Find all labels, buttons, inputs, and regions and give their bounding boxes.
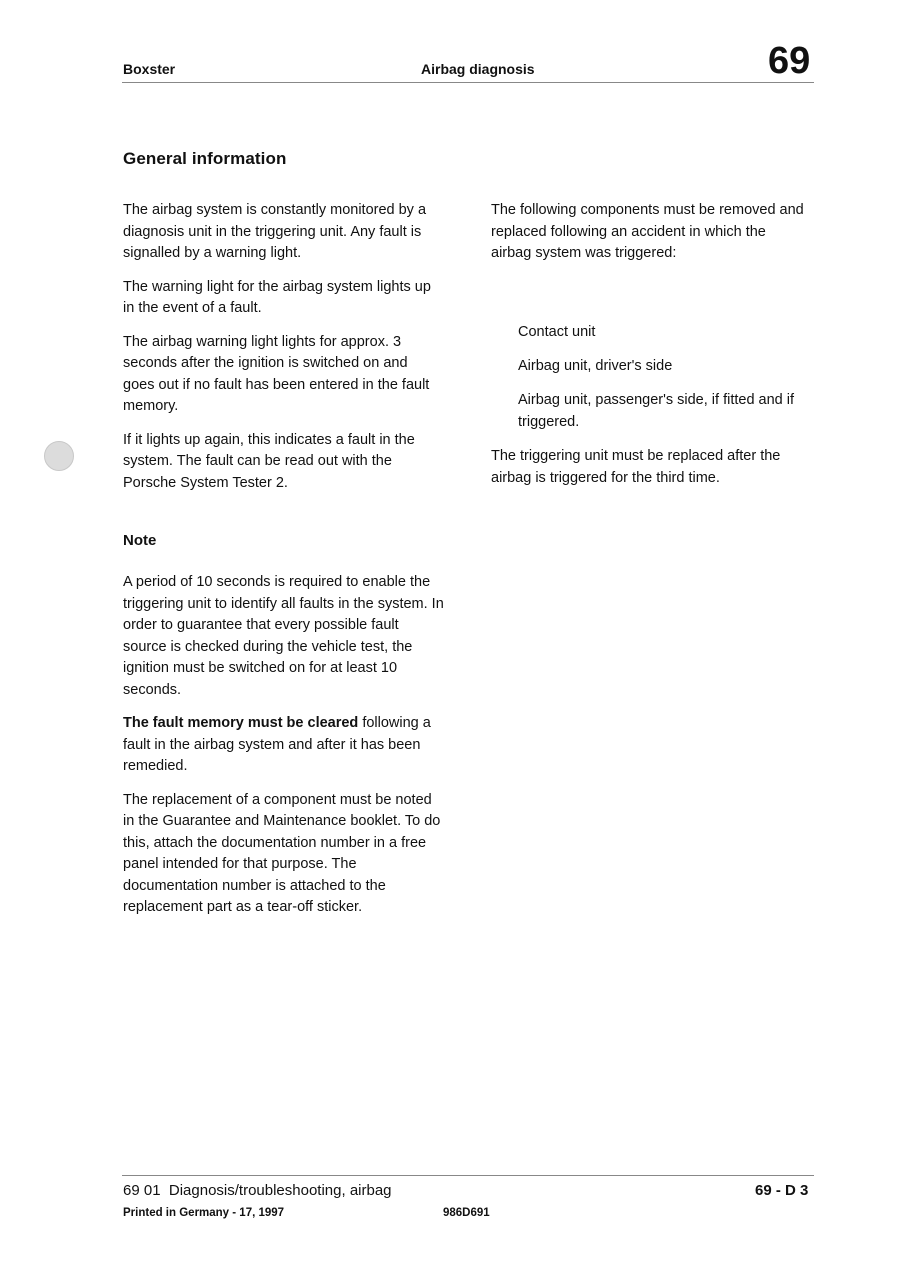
paragraph: The airbag system is constantly monitored by a diagnosis unit in the triggering unit. Any fault is signalled by a warning light. [123,202,427,261]
header-model: Boxster [123,61,176,77]
note-body [123,572,445,931]
footer-doc-code: 986D691 [443,1207,490,1219]
footer-printed: Printed in Germany - 17, 1997 [123,1207,285,1219]
paragraph: If it lights up again, this indicates a fault in the system. The fault can be read out with the Porsche System Tester 2. [123,431,415,491]
component-item: Airbag unit, driver's side [518,358,673,374]
punch-hole [44,441,74,471]
note-paragraph [123,713,445,778]
header-section-title: Airbag diagnosis [421,61,535,77]
section-title: General information [123,149,287,168]
left-column [123,200,445,506]
footer-section: 69 01 Diagnosis/troubleshooting, airbag [123,1182,392,1199]
right-intro: The following components must be removed and replaced following an accident in which the airbag system was triggered: [491,202,804,261]
note-paragraph-rest: following a fault in the airbag system and after it has been remedied. [123,715,431,774]
header-rule [122,82,814,83]
note-title: Note [123,532,157,549]
component-item: Contact unit [518,324,596,340]
paragraph: The airbag warning light lights for approx. 3 seconds after the ignition is switched on and goes out if no fault has been entered in the fault memory. [123,333,430,414]
footer-rule [122,1175,814,1176]
right-outro: The triggering unit must be replaced after the airbag is triggered for the third time. [491,448,781,486]
header-group-number: 69 [768,40,811,82]
footer-page-number: 69 - D 3 [755,1182,809,1199]
note-paragraph: A period of 10 seconds is required to enable the triggering unit to identify all faults in the system. In order to guarantee that every possible fault source is checked during the vehicle test, the ignition must be switched on for at least 10 seconds. [123,574,444,698]
note-emphasis: The fault memory must be cleared [123,715,359,731]
note-paragraph: The replacement of a component must be noted in the Guarantee and Maintenance booklet. To do this, attach the documentation number in a free panel intended for that purpose. The documentation number is attached to the replacement part as a tear-off sticker. [123,791,441,915]
paragraph: The warning light for the airbag system lights up in the event of a fault. [123,278,431,316]
component-item: Airbag unit, passenger's side, if fitted and if triggered. [518,392,795,430]
